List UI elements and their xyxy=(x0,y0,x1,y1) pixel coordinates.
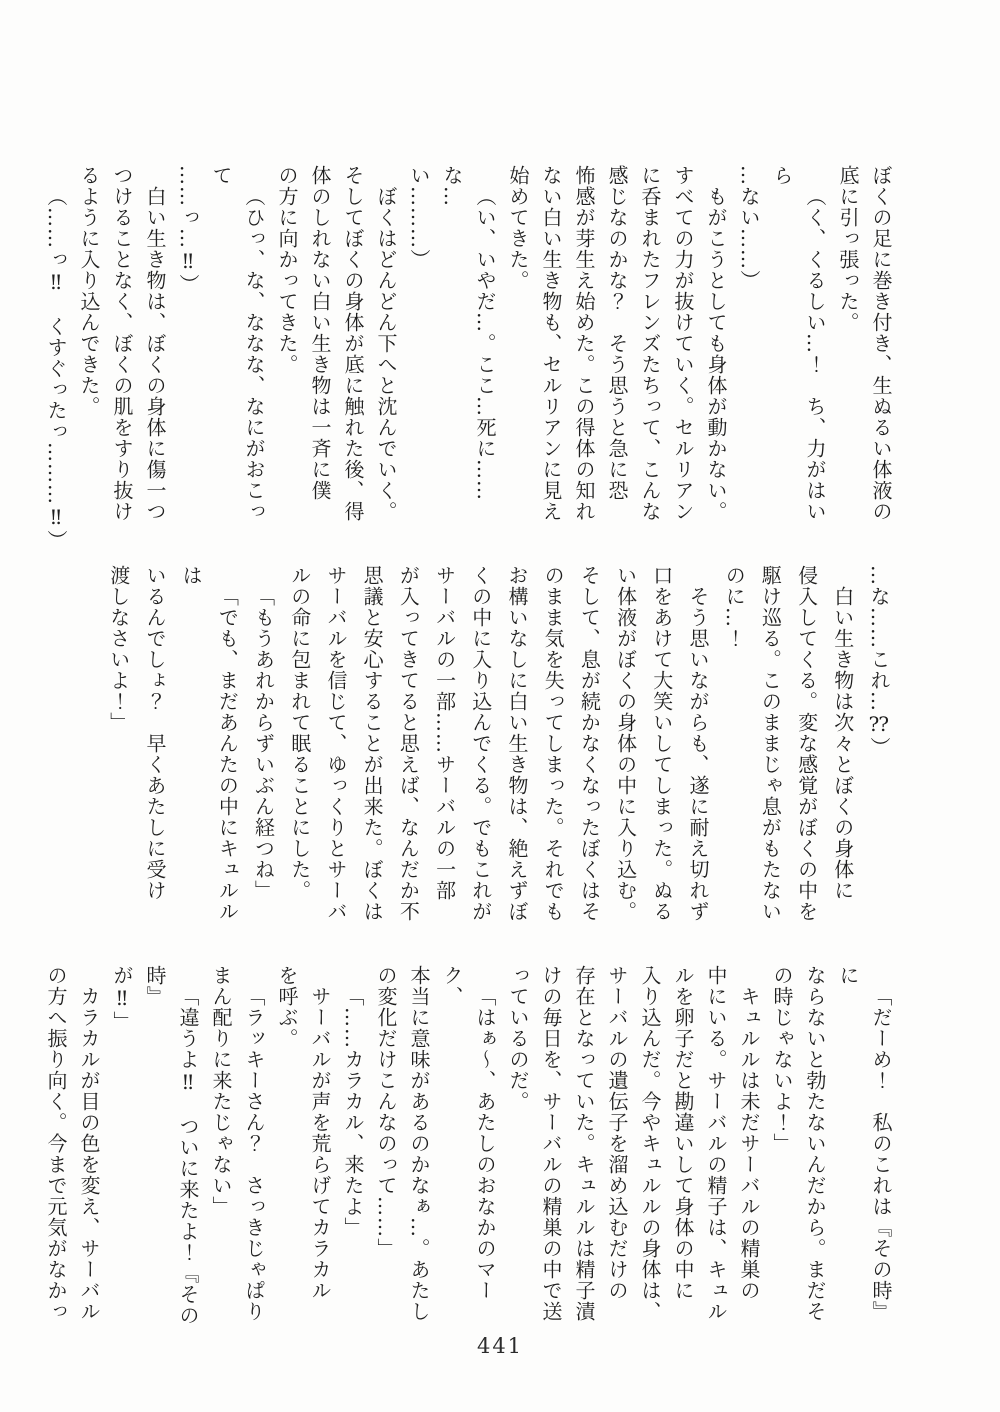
text-column: そしてぼくの身体が底に触れた後、得 xyxy=(341,165,365,522)
text-column: 白い生き物は次々とぼくの身体に xyxy=(830,586,855,901)
text-column: のに…！ xyxy=(722,565,747,649)
text-column: そう思いながらも、遂に耐え切れず xyxy=(685,586,710,922)
text-column: い体液がぼくの身体の中に入り込む。 xyxy=(613,565,638,922)
text-column: サーバルが声を荒らげてカラカル xyxy=(308,986,332,1301)
text-column: の方へ振り向く。今まで元気がなかっ xyxy=(44,965,68,1322)
text-column: が入ってきてると思えば、なんだか不 xyxy=(396,565,421,922)
text-column: 駆け巡る。このままじゃ息がもたない xyxy=(758,565,783,922)
text-band-1 xyxy=(44,165,897,551)
text-column: の方に向かってきた。 xyxy=(275,165,299,375)
text-column: けの毎日を、サーバルの精巣の中で送 xyxy=(539,965,563,1322)
text-column: 怖感が芽生え始めた。この得体の知れ xyxy=(572,165,596,522)
text-column: サーバルの遺伝子を溜め込むだけの xyxy=(605,965,629,1301)
text-column: 「……カラカル、来たよ」 xyxy=(341,986,365,1238)
text-column: 始めてきた。 xyxy=(506,165,530,291)
text-column: サーバルを信じて、ゆっくりとサーバ xyxy=(323,565,348,922)
text-column: 「でも、まだあんたの中にキュルルは xyxy=(179,565,240,922)
text-column: （く、くるしい…！ ち、力がはいら xyxy=(770,165,827,522)
text-column: 口をあけて大笑いしてしまった。ぬる xyxy=(649,565,674,922)
text-column: すべての力が抜けていく。セルリアン xyxy=(671,165,695,522)
text-column: 入り込んだ。今やキュルルの身体は、 xyxy=(638,965,662,1322)
text-column: ぼくの足に巻き付き、生ぬるい体液の xyxy=(869,165,893,522)
text-column: いるんでしょ？ 早くあたしに受け xyxy=(142,565,167,901)
text-column: い………） xyxy=(407,165,431,270)
text-column: サーバルの一部……サーバルの一部 xyxy=(432,565,457,901)
text-column: 中にいる。サーバルの精子は、キュル xyxy=(704,965,728,1322)
text-column: の時じゃないよ！」 xyxy=(770,965,794,1154)
text-column: そして、息が続かなくなったぼくはそ xyxy=(577,565,602,922)
text-column: 「だーめ！ 私のこれは『その時』に xyxy=(836,965,893,1322)
text-column: 底に引っ張った。 xyxy=(836,165,860,333)
text-column: ルの命に包まれて眠ることにした。 xyxy=(287,565,312,901)
text-column: お構いなしに白い生き物は、絶えずぼ xyxy=(504,565,529,922)
text-column: 「ラッキーさん？ さっきじゃぱり xyxy=(242,986,266,1322)
page-number: 441 xyxy=(476,1334,524,1358)
text-column: …な……これ…⁇） xyxy=(867,565,891,758)
text-column: 侵入してくる。変な感覚がぼくの中を xyxy=(794,565,819,922)
text-column: ない白い生き物も、セルリアンに見え xyxy=(539,165,563,522)
text-column: 「はぁ〜、あたしのおなかのマーク、 xyxy=(440,965,497,1301)
text-column: つけることなく、ぼくの肌をすり抜け xyxy=(110,165,134,522)
text-column: 体のしれない白い生き物は一斉に僕 xyxy=(308,165,332,501)
text-column: 思議と安心することが出来た。ぼくは xyxy=(360,565,385,922)
text-column: が‼」 xyxy=(110,965,134,1032)
text-band-2 xyxy=(106,565,897,941)
text-column: ならないと勃たないんだから。まだそ xyxy=(803,965,827,1322)
text-column: くの中に入り込んでくる。でもこれが xyxy=(468,565,493,922)
text-column: に呑まれたフレンズたちって、こんな xyxy=(638,165,662,522)
text-column: のまま気を失ってしまった。それでも xyxy=(541,565,566,922)
text-column: ぼくはどんどん下へと沈んでいく。 xyxy=(374,186,398,522)
text-column: 感じなのかな？ そう思うと急に恐 xyxy=(605,165,629,501)
text-area xyxy=(44,165,897,1365)
text-column: 渡しなさいよ！」 xyxy=(106,565,131,733)
text-column: 「違うよ‼ ついに来たよ！『その時』 xyxy=(143,965,200,1326)
text-column: （い、いやだ…。ここ…死に……な… xyxy=(440,165,497,501)
text-column: 存在となっていた。キュルルは精子漬 xyxy=(572,965,596,1322)
text-column: 「もうあれからずいぶん経つね」 xyxy=(251,586,276,901)
text-column: の変化だけこんなのって……」 xyxy=(374,965,398,1259)
text-column: ルを卵子だと勘違いして身体の中に xyxy=(671,965,695,1301)
text-column: るように入り込んできた。 xyxy=(77,165,101,417)
text-band-3 xyxy=(44,965,897,1341)
text-column: キュルルは未だサーバルの精巣の xyxy=(737,986,761,1301)
text-column: まん配りに来たじゃない」 xyxy=(209,965,233,1217)
text-column: （ひっ、な、ななな、なにがおこって xyxy=(209,165,266,522)
text-column: を呼ぶ。 xyxy=(275,965,299,1049)
text-column: 本当に意味があるのかなぁ…。あたし xyxy=(407,965,431,1322)
text-column: カラカルが目の色を変え、サーバル xyxy=(77,986,101,1322)
text-column: 白い生き物は、ぼくの身体に傷一つ xyxy=(143,186,167,522)
text-column: っているのだ。 xyxy=(506,965,530,1112)
text-column: もがこうとしても身体が動かない。 xyxy=(704,186,728,522)
text-column: （……っ‼ くすぐったっ………‼） xyxy=(44,186,68,551)
text-column: ……っ…‼） xyxy=(176,165,200,295)
text-column: …ない……） xyxy=(737,165,761,291)
